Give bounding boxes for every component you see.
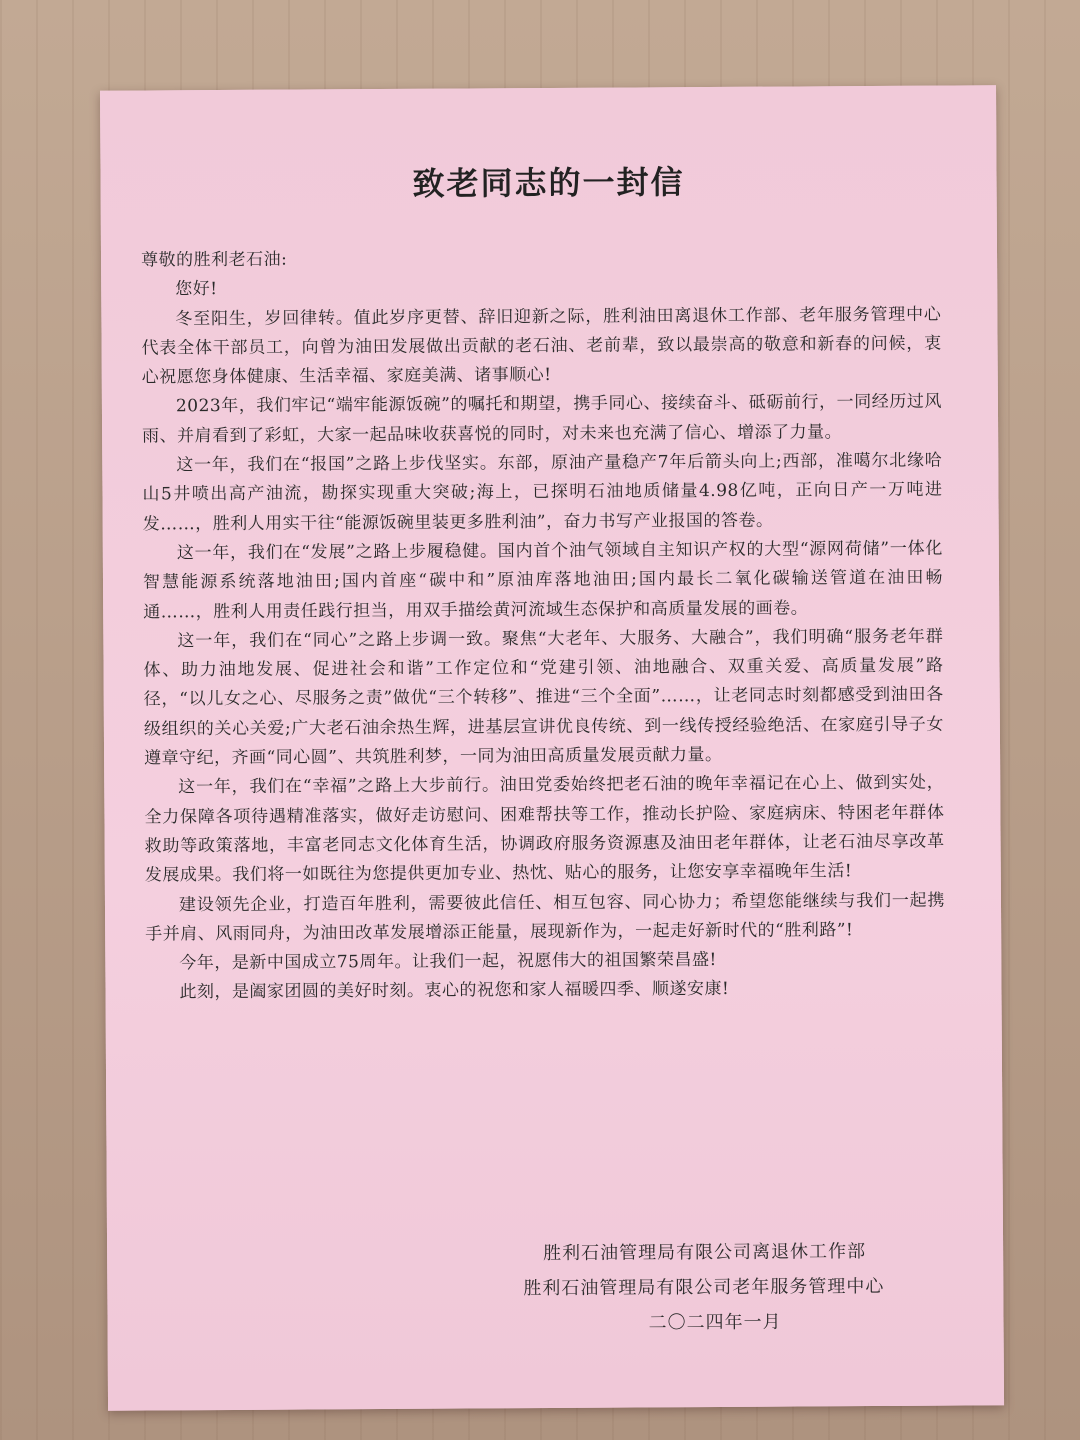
signature-org-retirement-dept: 胜利石油管理局有限公司离退休工作部	[543, 1241, 867, 1265]
letter-paper	[100, 85, 1004, 1410]
letter-title: 致老同志的一封信	[412, 163, 685, 203]
paragraph-blessing: 此刻，是阖家团圆的美好时刻。衷心的祝您和家人福暖四季、顺遂安康!	[179, 979, 730, 1003]
signature-org-service-center: 胜利石油管理局有限公司老年服务管理中心	[523, 1275, 885, 1300]
paragraph-happiness: 这一年，我们在“幸福”之路上大步前行。油田党委始终把老石油的晚年幸福记在心上、做到实处，全力保障各项待遇精准落实，做好走访慰问、困难帮扶等工作，推动长护险、家庭病床、特困老年群体救助等政策落地，丰富老同志文化体育生活，协调政府服务资源惠及油田老年群体，让老石油尽享改革发展成果。我们将一如既往为您提供更加专业、热忱、贴心的服务，让您安享幸福晚年生活!	[144, 772, 945, 886]
letter-signature	[523, 1234, 944, 1342]
paragraph-anniversary: 今年，是新中国成立75周年。让我们一起，祝愿伟大的祖国繁荣昌盛!	[179, 950, 717, 974]
paragraph-unity: 这一年，我们在“同心”之路上步调一致。聚焦“大老年、大服务、大融合”，我们明确“服务老年群体、助力油地发展、促进社会和谐”工作定位和“党建引领、油地融合、双重关爱、高质量发展”路径，“以儿女之心、尽服务之责”做优“三个转移”、推进“三个全面”……，让老同志时刻都感受到油田各级组织的关心关爱;广大老石油余热生辉，进基层宣讲优良传统、到一线传授经验绝活、在家庭引导子女遵章守纪，齐画“同心圆”、共筑胜利梦，一同为油田高质量发展贡献力量。	[143, 626, 944, 769]
paragraph-development: 这一年，我们在“发展”之路上步履稳健。国内首个油气领域自主知识产权的大型“源网荷储”一体化智慧能源系统落地油田;国内首座“碳中和”原油库落地油田;国内最长二氧化碳输送管道在油田畅通……，胜利人用责任践行担当，用双手描绘黄河流域生态保护和高质量发展的画卷。	[142, 538, 944, 623]
paragraph-patriotism: 这一年，我们在“报国”之路上步伐坚实。东部，原油产量稳产7年后箭头向上;西部，准噶尔北缘哈山5井喷出高产油流，勘探实现重大突破;海上，已探明石油地质储量4.98亿吨，正向日产一万吨进发……，胜利人用实干往“能源饭碗里装更多胜利油”，奋力书写产业报国的答卷。	[142, 450, 943, 535]
signature-date: 二〇二四年一月	[648, 1311, 782, 1334]
letter-salutation: 尊敬的胜利老石油:	[140, 249, 288, 271]
paragraph-hope: 建设领先企业，打造百年胜利，需要彼此信任、相互包容、同心协力；希望您能继续与我们一起携手并肩、风雨同舟，为油田改革发展增添正能量，展现新作为，一起走好新时代的“胜利路”!	[145, 890, 946, 945]
letter-greeting: 您好!	[175, 279, 218, 300]
paragraph-new-year-greeting: 冬至阳生，岁回律转。值此岁序更替、辞旧迎新之际，胜利油田离退休工作部、老年服务管理中心代表全体干部员工，向曾为油田发展做出贡献的老石油、老前辈，致以最崇高的敬意和新春的问候，衷心祝愿您身体健康、生活幸福、家庭美满、诸事顺心!	[141, 304, 942, 388]
letter-body	[141, 242, 946, 1009]
paragraph-2023-review: 2023年，我们牢记“端牢能源饭碗”的嘱托和期望，携手同心、接续奋斗、砥砺前行，一同经历过风雨、并肩看到了彩虹，大家一起品味收获喜悦的同时，对未来也充满了信心、增添了力量。	[142, 392, 942, 447]
